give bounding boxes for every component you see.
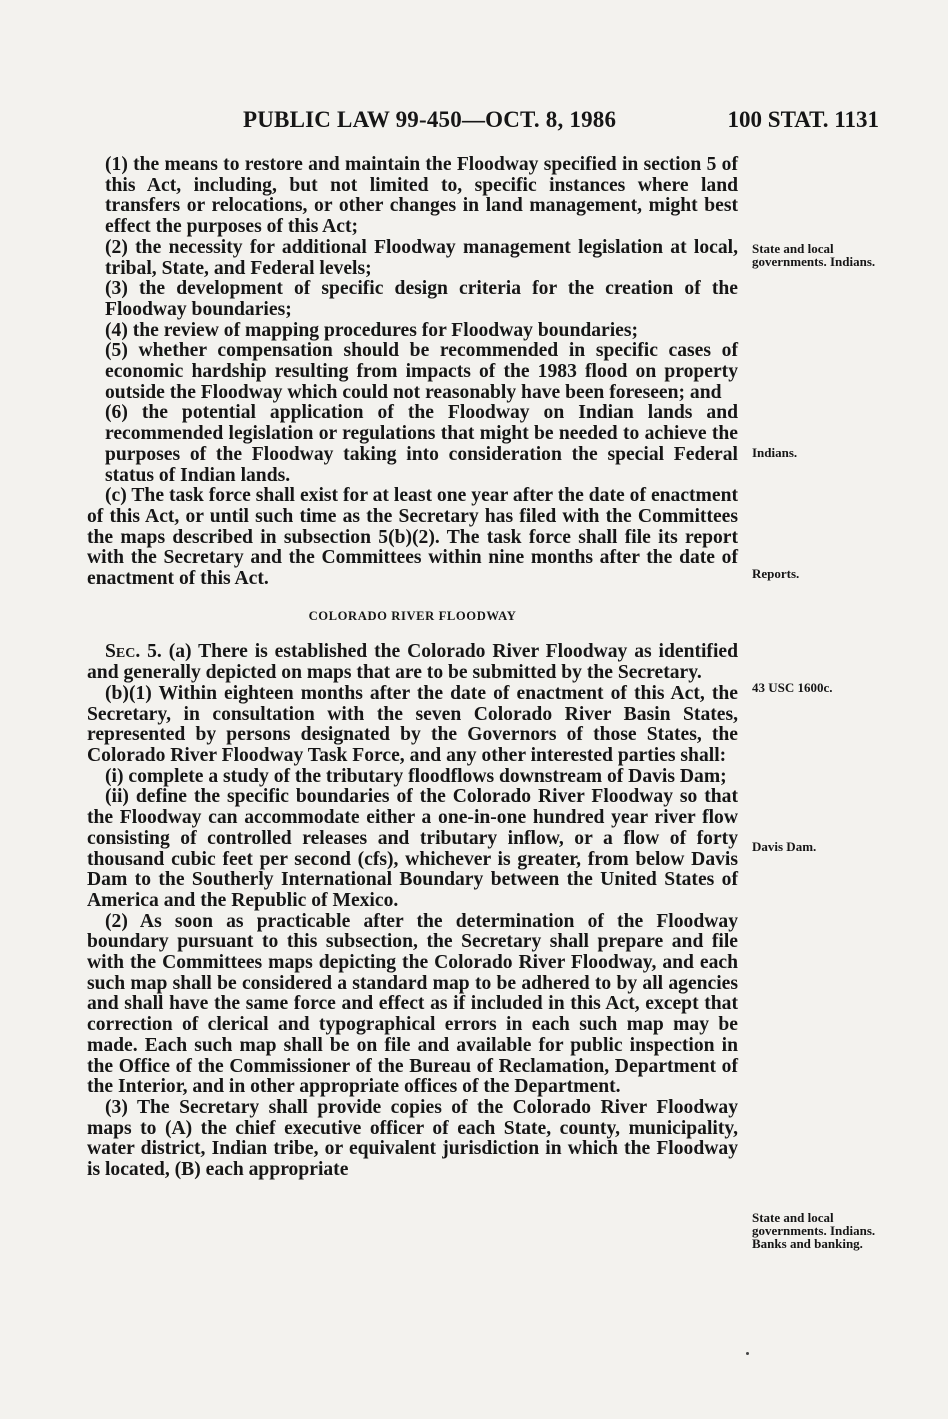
section-5b2: (2) As soon as practicable after the determination of the Floodway boundary pursuant to this subsection, the Secretary shall prepare and file with the Committees maps depicting the Colorado River Floodway, and each such map shall be considered a standard map to be adhered to by all agencies and shall have the same force and effect as if included in this Act, except that correction of clerical and typographical errors in each such map may be made. Each such map shall be on file and available for public inspection in the Office of the Commissioner of the Bureau of Reclamation, Department of the Interior, and in other appropriate offices of the Department.	[87, 910, 738, 1098]
margin-note-usc: 43 USC 1600c.	[752, 680, 833, 695]
paragraph-5: (5) whether compensation should be recommended in specific cases of economic hardship resulting from impacts of the 1983 flood on property outside the Floodway which could not reasonably have been foreseen; and	[105, 340, 738, 403]
speck-mark	[746, 1352, 749, 1355]
section-5b1: (b)(1) Within eighteen months after the date of enactment of this Act, the Secretary, in consultation with the seven Colorado River Basin States, represented by persons designated by the Governors of those States, the Colorado River Floodway Task Force, and any other interested parties shall:	[87, 682, 738, 766]
stat-citation: 100 STAT. 1131	[727, 107, 879, 132]
paragraph-2: (2) the necessity for additional Floodway management legislation at local, tribal, State, and Federal levels;	[105, 236, 738, 279]
section-5a-text: 5. (a) There is established the Colorado River Floodway as identified and generally depicted on maps that are to be submitted by the Secretary.	[87, 641, 738, 684]
section-5b3: (3) The Secretary shall provide copies of the Colorado River Floodway maps to (A) the chief executive officer of each State, county, municipality, water district, Indian tribe, or equivalent jurisdiction in which the Floodway is located, (B) each appropriate	[87, 1096, 738, 1181]
margin-note-davis-dam: Davis Dam.	[752, 839, 817, 854]
margin-note-state-local: State and local governments. Indians.	[752, 241, 876, 269]
margin-note-reports: Reports.	[752, 566, 800, 581]
running-title: PUBLIC LAW 99-450—OCT. 8, 1986	[243, 107, 617, 132]
section-5b1-i: (i) complete a study of the tributary floodflows downstream of Davis Dam;	[105, 765, 727, 787]
section-heading: COLORADO RIVER FLOODWAY	[308, 608, 517, 623]
section-label: Sec.	[105, 641, 141, 663]
margin-note-state-local-banks: State and local governments. Indians. Banks and banking.	[752, 1210, 876, 1251]
paragraph-4: (4) the review of mapping procedures for Floodway boundaries;	[105, 319, 639, 341]
paragraph-c: (c) The task force shall exist for at least one year after the date of enactment of this Act, or until such time as the Secretary has filed with the Committees the maps described in subsection 5(b)(2). The task force shall file its report with the Secretary and the Committees within nine months after the date of enactment of this Act.	[87, 485, 738, 590]
margin-note-indians: Indians.	[752, 445, 798, 460]
page-header	[243, 107, 879, 141]
paragraph-6: (6) the potential application of the Floodway on Indian lands and recommended legislation or regulations that might be needed to achieve the purposes of the Floodway taking into consideration the special Federal status of Indian lands.	[105, 402, 738, 486]
section-5b1-ii: (ii) define the specific boundaries of the Colorado River Floodway so that the Floodway can accommodate either a one-in-one hundred year river flow consisting of controlled releases and tributary inflow, or a flow of forty thousand cubic feet per second (cfs), whichever is greater, from below Davis Dam to the Southerly International Boundary between the United States of America and the Republic of Mexico.	[87, 786, 738, 911]
paragraph-1: (1) the means to restore and maintain the Floodway specified in section 5 of this Act, including, but not limited to, specific instances where land transfers or relocations, or other changes in land management, might best effect the purposes of this Act;	[105, 154, 738, 238]
section-5a	[87, 642, 738, 683]
paragraph-3: (3) the development of specific design criteria for the creation of the Floodway boundaries;	[105, 278, 738, 320]
body-text	[87, 155, 738, 1181]
